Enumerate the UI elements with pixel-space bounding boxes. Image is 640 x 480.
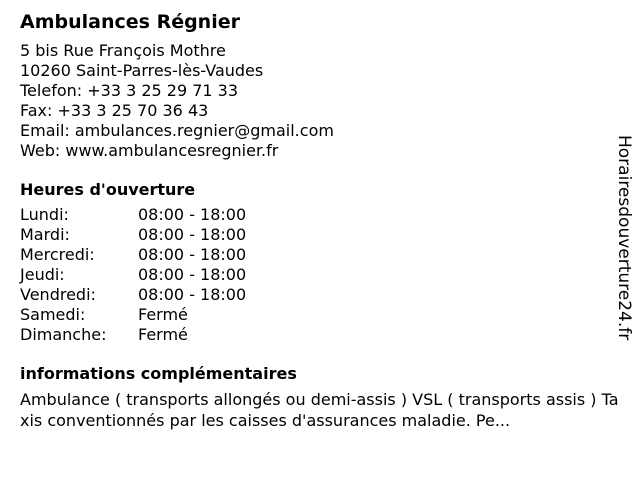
hours-day: Samedi: (20, 305, 86, 324)
hours-day: Jeudi: (20, 265, 65, 284)
hours-time: 08:00 - 18:00 (138, 245, 247, 264)
hours-time: 08:00 - 18:00 (138, 265, 247, 284)
hours-row-monday (20, 205, 246, 225)
web-text: Web: www.ambulancesregnier.fr (20, 141, 279, 160)
business-name: Ambulances Régnier (20, 11, 240, 33)
hours-row-friday (20, 285, 246, 305)
hours-time: Fermé (138, 325, 188, 344)
additional-info-heading: informations complémentaires (20, 364, 297, 383)
hours-day: Dimanche: (20, 325, 107, 344)
site-watermark-label: Horairesdouverture24.fr (614, 135, 634, 341)
hours-row-wednesday (20, 245, 246, 265)
hours-row-saturday (20, 305, 246, 325)
hours-day: Mardi: (20, 225, 70, 244)
hours-row-sunday (20, 325, 246, 345)
address-line-1: 5 bis Rue François Mothre (20, 41, 226, 60)
opening-hours-heading: Heures d'ouverture (20, 180, 196, 199)
phone-text: Telefon: +33 3 25 29 71 33 (20, 81, 239, 100)
hours-day: Lundi: (20, 205, 69, 224)
hours-time: 08:00 - 18:00 (138, 285, 247, 304)
hours-row-tuesday (20, 225, 246, 245)
hours-row-thursday (20, 265, 246, 285)
additional-info-text: Ambulance ( transports allongés ou demi-assis ) VSL ( transports assis ) Taxis conventionnés par les caisses d'assurances maladie. Pe... (20, 390, 619, 430)
hours-day: Vendredi: (20, 285, 96, 304)
hours-time: Fermé (138, 305, 188, 324)
business-card (20, 10, 626, 431)
address-line-2: 10260 Saint-Parres-lès-Vaudes (20, 61, 264, 80)
fax-text: Fax: +33 3 25 70 36 43 (20, 101, 209, 120)
hours-day: Mercredi: (20, 245, 95, 264)
hours-time: 08:00 - 18:00 (138, 205, 247, 224)
hours-time: 08:00 - 18:00 (138, 225, 247, 244)
email-text: Email: ambulances.regnier@gmail.com (20, 121, 334, 140)
opening-hours-table (20, 205, 246, 345)
